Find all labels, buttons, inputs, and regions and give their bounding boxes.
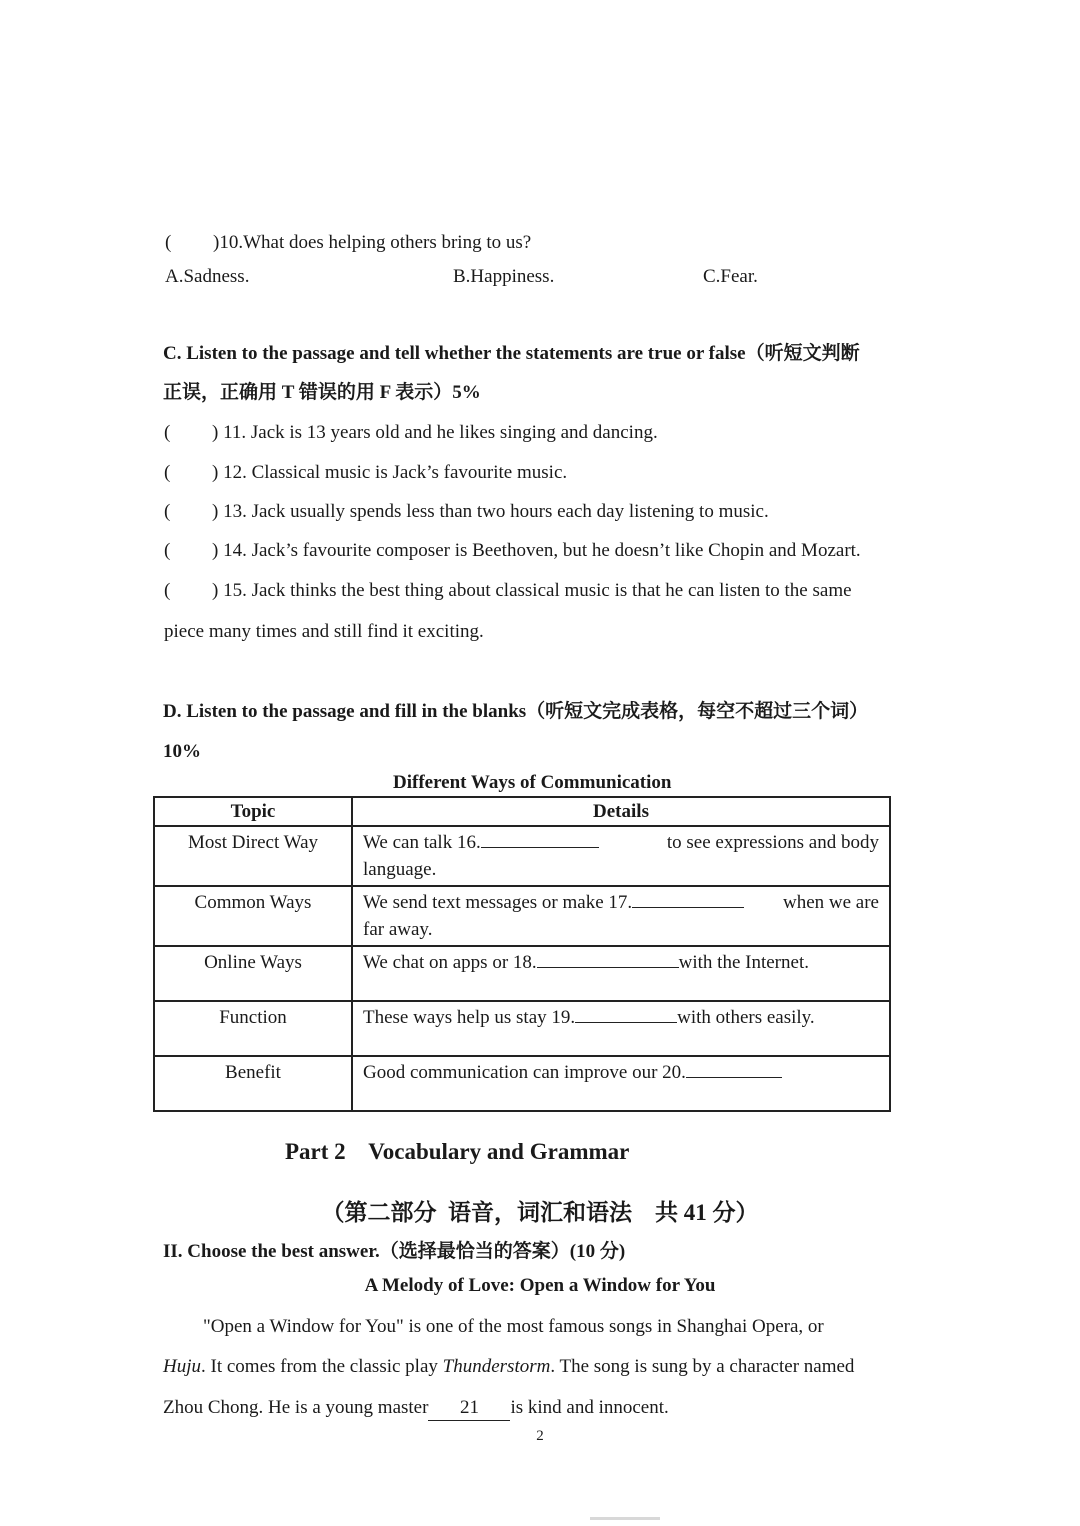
- row-details: These ways help us stay 19. with others easily.: [352, 1001, 890, 1056]
- row-details: Good communication can improve our 20.: [352, 1056, 890, 1111]
- row-details: We send text messages or make 17. when we are far away.: [352, 886, 890, 946]
- row-details: We can talk 16. to see expressions and body language.: [352, 826, 890, 886]
- row-topic: Most Direct Way: [154, 826, 352, 886]
- table-row: [154, 946, 890, 1001]
- option-c: C.Fear.: [703, 266, 758, 287]
- statement-15: ( ) 15. Jack thinks the best thing about classical music is that he can listen to the same: [164, 580, 852, 601]
- passage-line-3: Zhou Chong. He is a young master 21 is kind and innocent.: [163, 1396, 669, 1421]
- answer-blank-16[interactable]: [481, 829, 599, 848]
- statement-15-cont: piece many times and still find it exciting.: [164, 621, 484, 642]
- row-topic: Online Ways: [154, 946, 352, 1001]
- option-b: B.Happiness.: [453, 266, 555, 287]
- option-a: A.Sadness.: [165, 266, 250, 287]
- passage-line-2: Huju. It comes from the classic play Thunderstorm. The song is sung by a character named: [163, 1356, 855, 1377]
- row-details: We chat on apps or 18. with the Internet.: [352, 946, 890, 1001]
- header-details: Details: [352, 797, 890, 826]
- header-topic: Topic: [154, 797, 352, 826]
- answer-paren: (: [165, 232, 172, 253]
- table-row: [154, 826, 890, 886]
- passage-line-1: "Open a Window for You" is one of the most famous songs in Shanghai Opera, or: [203, 1316, 824, 1337]
- row-topic: Function: [154, 1001, 352, 1056]
- statement-13: ( ) 13. Jack usually spends less than two hours each day listening to music.: [164, 501, 769, 522]
- statement-12: ( ) 12. Classical music is Jack’s favourite music.: [164, 462, 568, 483]
- answer-blank-21[interactable]: 21: [428, 1396, 510, 1421]
- question-10: [165, 231, 531, 255]
- table-row: [154, 886, 890, 946]
- table-header-row: [154, 797, 890, 826]
- section-c-heading: C. Listen to the passage and tell whether the statements are true or false（听短文判断: [163, 343, 860, 364]
- section-d-percent: 10%: [163, 741, 201, 762]
- answer-blank-17[interactable]: [632, 889, 744, 908]
- passage-title: A Melody of Love: Open a Window for You: [364, 1275, 716, 1296]
- section-d-heading: D. Listen to the passage and fill in the blanks（听短文完成表格，每空不超过三个词）: [163, 701, 869, 722]
- part-2-title: Part 2 Vocabulary and Grammar: [285, 1139, 630, 1164]
- question-10-text: )10.What does helping others bring to us?: [213, 232, 532, 253]
- communication-table: [153, 796, 891, 1112]
- answer-blank-18[interactable]: [537, 949, 679, 968]
- scan-smudge: [590, 1517, 660, 1520]
- row-topic: Common Ways: [154, 886, 352, 946]
- statement-14: ( ) 14. Jack’s favourite composer is Beethoven, but he doesn’t like Chopin and Mozart.: [164, 540, 861, 561]
- table-row: [154, 1056, 890, 1111]
- table-row: [154, 1001, 890, 1056]
- row-topic: Benefit: [154, 1056, 352, 1111]
- statement-11: ( ) 11. Jack is 13 years old and he likes singing and dancing.: [164, 422, 658, 443]
- section-c-heading-cont: 正误，正确用 T 错误的用 F 表示）5%: [163, 382, 481, 403]
- part-2-subtitle: （第二部分 语音，词汇和语法 共 41 分）: [321, 1200, 759, 1225]
- page-number: 2: [536, 1428, 544, 1444]
- answer-blank-20[interactable]: [686, 1059, 782, 1078]
- section-2-heading: II. Choose the best answer.（选择最恰当的答案）(10 分): [163, 1241, 626, 1262]
- table-title: Different Ways of Communication: [393, 772, 672, 793]
- answer-blank-19[interactable]: [575, 1004, 677, 1023]
